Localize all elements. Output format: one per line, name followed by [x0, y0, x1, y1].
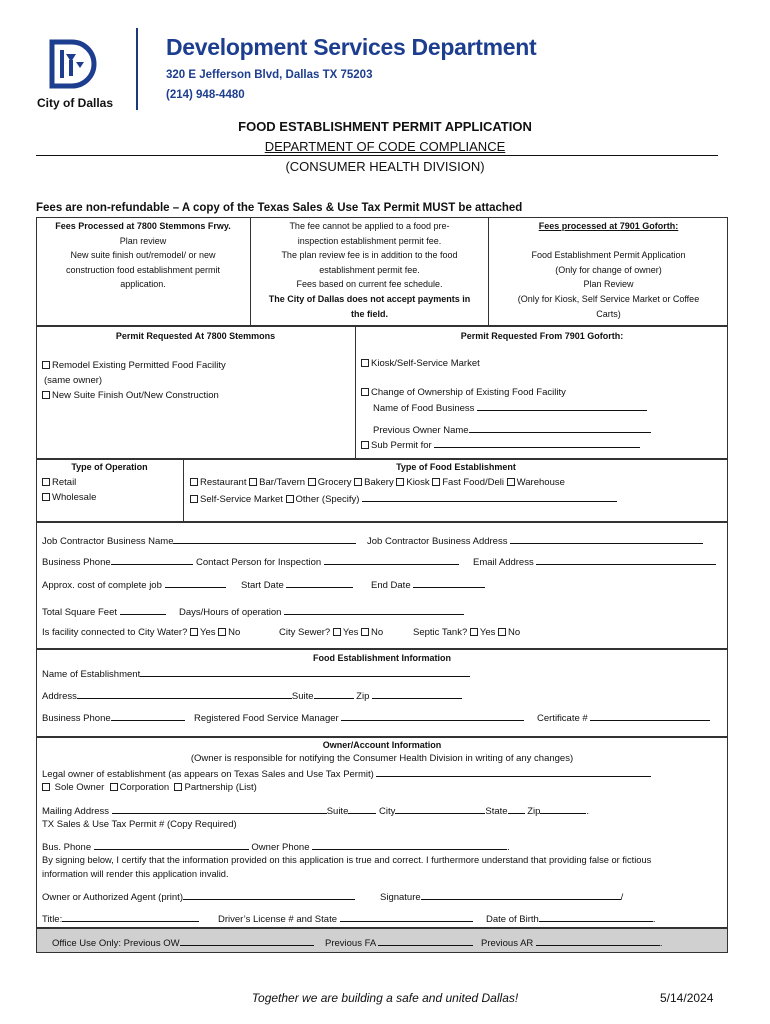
- owner-state-label: State: [485, 806, 508, 817]
- checkbox-kiosk[interactable]: [396, 477, 429, 488]
- previous-owner-line[interactable]: [469, 423, 651, 433]
- job-contractor-address-label: Job Contractor Business Address: [367, 536, 508, 547]
- establishment-address-line[interactable]: [77, 689, 292, 699]
- city-water-label: Is facility connected to City Water?: [42, 627, 188, 638]
- certify-statement-1: By signing below, I certify that the information provided on this application is true and correct. I furthermore understand that providing false or fictious: [42, 855, 652, 865]
- checkbox-icon[interactable]: [361, 441, 369, 449]
- email-label: Email Address: [473, 557, 534, 568]
- establishment-phone-label: Business Phone: [42, 713, 111, 724]
- establishment-type-row-1: [190, 477, 565, 488]
- city-label: City of Dallas: [37, 96, 114, 110]
- fees-col2-line: The plan review fee is in addition to the food: [281, 250, 458, 261]
- checkbox-other[interactable]: [286, 494, 360, 505]
- drivers-license-label: Driver’s License # and State: [218, 914, 337, 925]
- start-date-field[interactable]: [241, 578, 353, 591]
- hours-label: Days/Hours of operation: [179, 607, 282, 618]
- job-contractor-address-line[interactable]: [510, 534, 703, 544]
- food-info-head: Food Establishment Information: [312, 653, 451, 663]
- no-label: No: [228, 627, 241, 638]
- septic-question: [413, 627, 520, 638]
- office-prev-fa-label: Previous FA: [325, 938, 376, 949]
- checkbox-sub-permit[interactable]: [361, 438, 640, 451]
- suite-line[interactable]: [314, 689, 354, 699]
- title-rule: [36, 155, 718, 156]
- sewer-yes[interactable]: [333, 627, 359, 638]
- checkbox-fast-food[interactable]: [432, 477, 504, 488]
- operation-head: Type of Operation: [71, 462, 148, 472]
- establishment-name-label: Name of Establishment: [42, 669, 141, 680]
- fees-col1-head: Fees Processed at 7800 Stemmons Frwy.: [55, 221, 231, 231]
- checkbox-wholesale[interactable]: [42, 492, 96, 503]
- mailing-address-label: Mailing Address: [42, 806, 110, 817]
- new-suite-label: New Suite Finish Out/New Construction: [52, 390, 219, 401]
- owner-phone-label: Owner Phone: [251, 842, 310, 853]
- certify-statement-2: information will render this application invalid.: [42, 869, 229, 879]
- other-label: Other (Specify): [295, 494, 360, 505]
- partnership-label: Partnership (List): [184, 782, 257, 793]
- no-label: No: [371, 627, 384, 638]
- corporation-label: Corporation: [119, 782, 170, 793]
- yes-label: Yes: [200, 627, 216, 638]
- sewer-no[interactable]: [361, 627, 383, 638]
- agent-print-line[interactable]: [183, 890, 355, 900]
- sub-permit-label: Sub Permit for: [371, 440, 432, 451]
- suite-label: Suite: [291, 691, 314, 702]
- same-owner-note: (same owner): [44, 375, 103, 386]
- kiosk-label: Kiosk: [406, 477, 430, 488]
- checkbox-kiosk-market[interactable]: [361, 358, 480, 369]
- sub-permit-line[interactable]: [434, 438, 640, 448]
- owner-title-field[interactable]: [42, 912, 199, 925]
- office-prev-ow-label: Office Use Only: Previous OW: [52, 938, 180, 949]
- owner-title-line[interactable]: [62, 912, 199, 922]
- checkbox-warehouse[interactable]: [507, 477, 565, 488]
- checkbox-icon[interactable]: [361, 388, 369, 396]
- checkbox-self-service[interactable]: [190, 494, 283, 505]
- establishment-phone-line[interactable]: [111, 711, 185, 721]
- fees-col3-line: Carts): [596, 308, 621, 319]
- owner-phones-field[interactable]: Bus. Phone Owner Phone .: [42, 842, 510, 853]
- end-date-field[interactable]: [371, 578, 485, 591]
- checkbox-icon[interactable]: [42, 391, 50, 399]
- agent-print-field[interactable]: [42, 890, 355, 903]
- checkbox-icon[interactable]: [361, 359, 369, 367]
- contractor-business-phone-field[interactable]: [42, 555, 193, 568]
- fees-col1-line: Plan review: [119, 235, 167, 246]
- fees-col2-line: Fees based on current fee schedule.: [296, 279, 443, 290]
- fees-col3-line: Plan Review: [583, 279, 634, 290]
- date-of-birth-label: Date of Birth: [486, 914, 539, 925]
- fees-col2-line: The City of Dallas does not accept payments in: [268, 293, 471, 304]
- signature-line[interactable]: [421, 890, 621, 900]
- office-prev-fa-field[interactable]: [325, 936, 473, 949]
- establishment-name-line[interactable]: [140, 667, 470, 677]
- checkbox-icon[interactable]: [190, 495, 198, 503]
- establishment-phone-field[interactable]: [42, 711, 185, 724]
- end-date-line[interactable]: [413, 578, 485, 588]
- checkbox-icon[interactable]: [507, 478, 515, 486]
- food-business-name-label: Name of Food Business: [373, 403, 475, 414]
- department-name: Development Services Department: [166, 34, 537, 60]
- form-division: (CONSUMER HEALTH DIVISION): [285, 159, 485, 174]
- owner-suite-line[interactable]: [348, 804, 376, 814]
- contractor-business-phone-label: Business Phone: [42, 557, 111, 568]
- contact-person-line[interactable]: [324, 555, 459, 565]
- checkbox-bakery[interactable]: [354, 477, 394, 488]
- bus-phone-label: Bus. Phone: [42, 842, 92, 853]
- checkbox-retail[interactable]: [42, 477, 76, 488]
- square-feet-line[interactable]: [120, 605, 166, 615]
- form-title: FOOD ESTABLISHMENT PERMIT APPLICATION: [238, 119, 532, 134]
- wholesale-label: Wholesale: [52, 492, 97, 503]
- owner-city-line[interactable]: [395, 804, 485, 814]
- email-field[interactable]: [473, 555, 716, 568]
- checkbox-icon[interactable]: [470, 628, 478, 636]
- checkbox-remodel[interactable]: [42, 360, 226, 371]
- establishment-type-row-2: [190, 492, 617, 505]
- fast-food-label: Fast Food/Deli: [442, 477, 505, 488]
- start-date-line[interactable]: [286, 578, 353, 588]
- checkbox-bar-tavern[interactable]: [249, 477, 305, 488]
- owner-zip-line[interactable]: [540, 804, 586, 814]
- owner-phone-line[interactable]: [312, 840, 507, 850]
- hours-field[interactable]: [179, 605, 464, 618]
- fees-col2-line: inspection establishment permit fee.: [297, 235, 442, 246]
- checkbox-icon[interactable]: [110, 783, 118, 791]
- warehouse-label: Warehouse: [516, 477, 565, 488]
- agent-print-label: Owner or Authorized Agent (print): [42, 892, 183, 903]
- legal-owner-label: Legal owner of establishment (as appears on Texas Sales and Use Tax Permit): [42, 769, 374, 780]
- job-cost-field[interactable]: [42, 578, 226, 591]
- signature-field[interactable]: Signature /: [380, 892, 624, 903]
- fees-col2-line: the field.: [350, 308, 388, 319]
- checkbox-icon[interactable]: [498, 628, 506, 636]
- job-cost-line[interactable]: [165, 578, 226, 588]
- certificate-line[interactable]: [590, 711, 710, 721]
- owner-title-label: Title:: [42, 914, 63, 925]
- other-specify-line[interactable]: [362, 492, 617, 502]
- drivers-license-field[interactable]: [218, 912, 473, 925]
- office-prev-ar-label: Previous AR: [481, 938, 534, 949]
- checkbox-icon[interactable]: [174, 783, 182, 791]
- contact-person-label: Contact Person for Inspection: [196, 557, 322, 568]
- certificate-label: Certificate #: [537, 713, 588, 724]
- mailing-address-line[interactable]: [112, 804, 327, 814]
- legal-owner-field[interactable]: [42, 767, 651, 780]
- drivers-license-line[interactable]: [340, 912, 473, 922]
- checkbox-icon[interactable]: [42, 493, 50, 501]
- bus-phone-line[interactable]: [94, 840, 249, 850]
- fees-col1-line: construction food establishment permit: [65, 264, 221, 275]
- contact-person-field[interactable]: [196, 555, 459, 568]
- city-water-question: [42, 627, 240, 638]
- fees-col3-line: (Only for Kiosk, Self Service Market or Coffee: [517, 293, 700, 304]
- owner-zip-label: Zip: [527, 806, 541, 817]
- retail-label: Retail: [52, 477, 77, 488]
- owner-note: (Owner is responsible for notifying the Consumer Health Division in writing of any changes): [190, 753, 574, 764]
- city-sewer-question: [279, 627, 383, 638]
- checkbox-icon[interactable]: [218, 628, 226, 636]
- remodel-label: Remodel Existing Permitted Food Facility: [52, 360, 226, 371]
- mailing-address-field[interactable]: Mailing Address Suite City State Zip .: [42, 806, 590, 817]
- checkbox-icon[interactable]: [396, 478, 404, 486]
- sole-owner-label: Sole Owner: [54, 782, 105, 793]
- checkbox-icon[interactable]: [190, 478, 198, 486]
- bar-tavern-label: Bar/Tavern: [259, 477, 306, 488]
- checkbox-corporation[interactable]: [110, 782, 170, 793]
- department-phone: (214) 948-4480: [166, 89, 245, 101]
- permit-divider: [355, 326, 356, 459]
- office-prev-ow-field[interactable]: [52, 936, 314, 949]
- permit-left-head: Permit Requested At 7800 Stemmons: [115, 331, 276, 341]
- office-prev-ar-line[interactable]: [536, 936, 660, 946]
- fees-col-notes: [251, 219, 488, 321]
- no-label: No: [508, 627, 521, 638]
- fees-col3-spacer: [489, 234, 728, 249]
- water-yes[interactable]: [190, 627, 216, 638]
- footer-tagline: Together we are building a safe and united Dallas!: [251, 991, 519, 1005]
- checkbox-new-suite[interactable]: [42, 390, 219, 401]
- bakery-label: Bakery: [364, 477, 394, 488]
- checkbox-sole-owner[interactable]: [42, 782, 104, 793]
- yes-label: Yes: [479, 627, 496, 638]
- food-manager-field[interactable]: [194, 711, 524, 724]
- date-of-birth-field[interactable]: Date of Birth .: [486, 914, 656, 925]
- checkbox-icon[interactable]: [286, 495, 294, 503]
- date-of-birth-line[interactable]: [539, 912, 653, 922]
- legal-owner-line[interactable]: [376, 767, 651, 777]
- septic-yes[interactable]: [470, 627, 496, 638]
- checkbox-icon[interactable]: [190, 628, 198, 636]
- zip-line[interactable]: [372, 689, 462, 699]
- square-feet-label: Total Square Feet: [42, 607, 117, 618]
- job-cost-label: Approx. cost of complete job: [42, 580, 162, 591]
- checkbox-grocery[interactable]: [308, 477, 352, 488]
- establishment-address-field[interactable]: [42, 689, 462, 702]
- fees-col-goforth: [489, 219, 728, 321]
- change-ownership-label: Change of Ownership of Existing Food Facility: [371, 387, 566, 398]
- checkbox-icon[interactable]: [432, 478, 440, 486]
- checkbox-icon[interactable]: [333, 628, 341, 636]
- ownership-type-row: [42, 782, 257, 793]
- water-no[interactable]: [218, 627, 240, 638]
- fees-col3-head: Fees processed at 7901 Goforth:: [538, 221, 679, 231]
- checkbox-icon[interactable]: [308, 478, 316, 486]
- owner-state-line[interactable]: [508, 804, 525, 814]
- restaurant-label: Restaurant: [200, 477, 247, 488]
- fees-col3-line: Food Establishment Permit Application: [531, 250, 686, 261]
- food-manager-line[interactable]: [341, 711, 524, 721]
- checkbox-partnership[interactable]: [174, 782, 256, 793]
- form-department: DEPARTMENT OF CODE COMPLIANCE: [264, 139, 506, 154]
- owner-city-label: City: [379, 806, 396, 817]
- checkbox-icon[interactable]: [42, 361, 50, 369]
- job-contractor-name-line[interactable]: [173, 534, 356, 544]
- checkbox-icon[interactable]: [42, 783, 50, 791]
- checkbox-icon[interactable]: [354, 478, 362, 486]
- job-contractor-address-field[interactable]: [367, 534, 703, 547]
- certificate-field[interactable]: [537, 711, 710, 724]
- kiosk-market-label: Kiosk/Self-Service Market: [371, 358, 480, 369]
- fees-notice: Fees are non-refundable – A copy of the Texas Sales & Use Tax Permit MUST be attached: [36, 202, 523, 214]
- city-of-dallas-logo: [46, 36, 98, 92]
- email-line[interactable]: [536, 555, 716, 565]
- food-business-name-line[interactable]: [477, 401, 647, 411]
- contractor-business-phone-line[interactable]: [111, 555, 193, 565]
- office-prev-ow-line[interactable]: [180, 936, 314, 946]
- office-prev-fa-line[interactable]: [378, 936, 473, 946]
- square-feet-field[interactable]: [42, 605, 166, 618]
- septic-no[interactable]: [498, 627, 520, 638]
- food-manager-label: Registered Food Service Manager: [194, 713, 339, 724]
- establishment-name-field[interactable]: [42, 667, 470, 680]
- department-address: 320 E Jefferson Blvd, Dallas TX 75203: [166, 69, 373, 81]
- previous-owner-field[interactable]: [373, 423, 651, 436]
- fees-col2-line: The fee cannot be applied to a food pre-: [289, 221, 450, 231]
- job-contractor-name-label: Job Contractor Business Name: [42, 536, 174, 547]
- fees-col1-line: application.: [120, 279, 166, 290]
- footer-date: 5/14/2024: [660, 991, 714, 1005]
- fees-col3-line: (Only for change of owner): [555, 264, 662, 275]
- previous-owner-label: Previous Owner Name: [373, 425, 469, 436]
- food-business-name-field[interactable]: [373, 401, 647, 414]
- signature-label: Signature: [380, 892, 421, 903]
- tax-permit-label: TX Sales & Use Tax Permit # (Copy Required): [42, 819, 237, 830]
- fees-col2-line: establishment permit fee.: [319, 264, 420, 275]
- owner-head: Owner/Account Information: [322, 740, 442, 750]
- hours-line[interactable]: [284, 605, 464, 615]
- permit-right-head: Permit Requested From 7901 Goforth:: [460, 331, 624, 341]
- establishment-address-label: Address: [42, 691, 77, 702]
- checkbox-change-ownership[interactable]: [361, 387, 566, 398]
- septic-label: Septic Tank?: [413, 627, 468, 638]
- office-prev-ar-field[interactable]: Previous AR .: [481, 938, 663, 949]
- checkbox-icon[interactable]: [361, 628, 369, 636]
- job-contractor-name-field[interactable]: [42, 534, 356, 547]
- self-service-label: Self-Service Market: [200, 494, 283, 505]
- grocery-label: Grocery: [317, 477, 352, 488]
- owner-suite-label: Suite: [326, 806, 349, 817]
- start-date-label: Start Date: [241, 580, 284, 591]
- establishment-head: Type of Food Establishment: [396, 462, 516, 472]
- fees-col-stemmons: [36, 219, 250, 292]
- zip-label: Zip: [356, 691, 370, 702]
- fees-col1-line: New suite finish out/remodel/ or new: [70, 250, 216, 261]
- checkbox-icon[interactable]: [249, 478, 257, 486]
- header-divider: [136, 28, 138, 110]
- end-date-label: End Date: [371, 580, 411, 591]
- city-sewer-label: City Sewer?: [279, 627, 331, 638]
- checkbox-icon[interactable]: [42, 478, 50, 486]
- checkbox-restaurant[interactable]: [190, 477, 246, 488]
- yes-label: Yes: [342, 627, 359, 638]
